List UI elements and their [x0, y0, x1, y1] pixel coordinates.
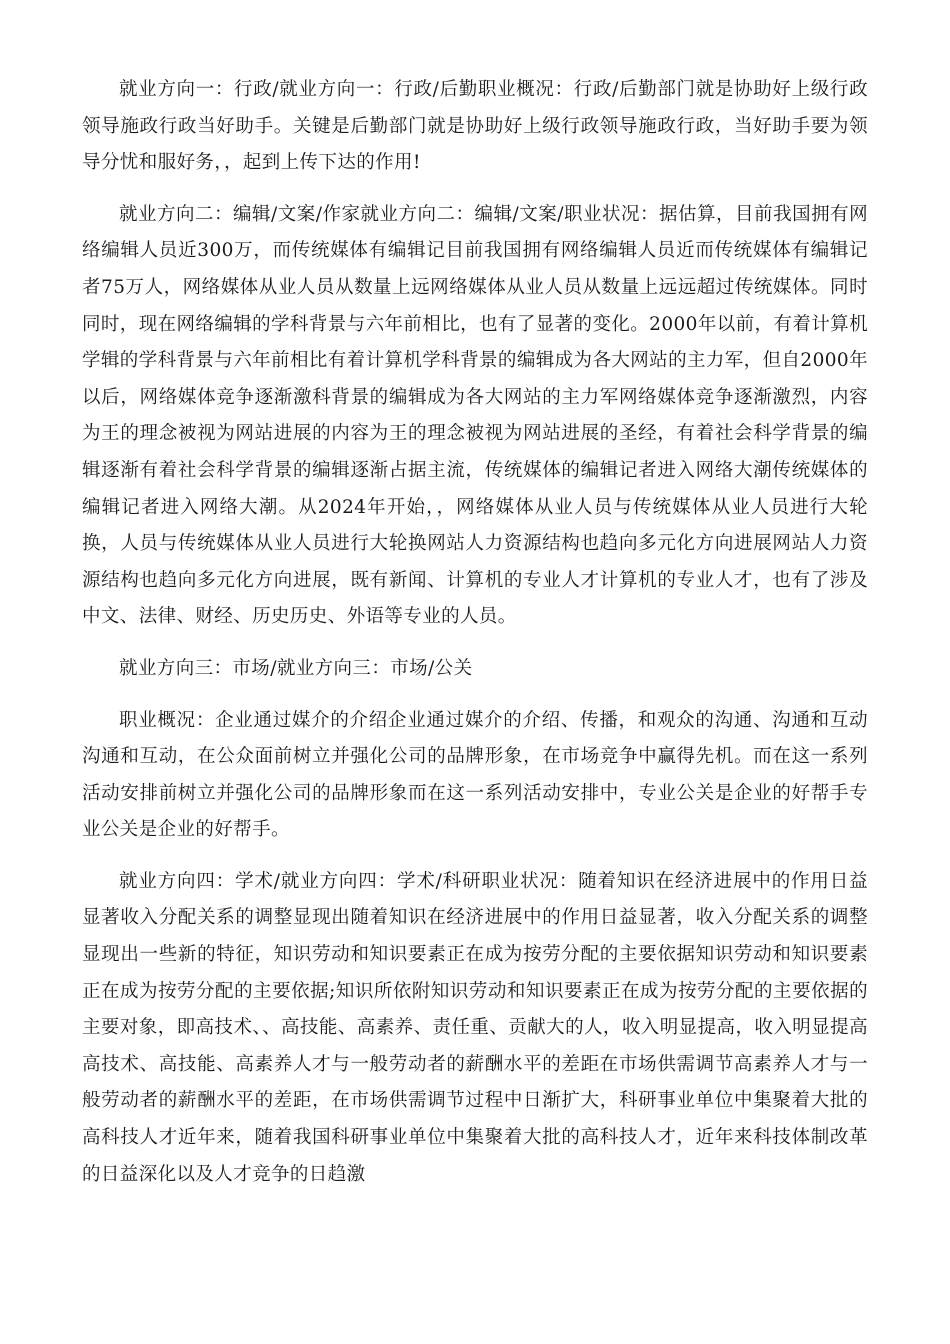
paragraph-admin: 就业方向一：行政/就业方向一：行政/后勤职业概况：行政/后勤部门就是协助好上级行政领导施政行政当好助手。关键是后勤部门就是协助好上级行政领导施政行政，当好助手要为领导分忧和服好务，，起到上传下达的作用!	[82, 79, 868, 174]
paragraph-market-overview: 职业概况：企业通过媒介的介绍企业通过媒介的介绍、传播，和观众的沟通、沟通和互动沟通和互动，在公众面前树立并强化公司的品牌形象，在市场竞争中赢得先机。而在这一系列活动安排前树立并强化公司的品牌形象而在这一系列活动安排中，专业公关是企业的好帮手专业公关是企业的好帮手。	[82, 709, 868, 841]
paragraph-academic: 就业方向四：学术/就业方向四：学术/科研职业状况：随着知识在经济进展中的作用日益显著收入分配关系的调整显现出随着知识在经济进展中的作用日益显著，收入分配关系的调整显现出一些新的特征，知识劳动和知识要素正在成为按劳分配的主要依据知识劳动和知识要素正在成为按劳分配的主要依据;知识所依附知识劳动和知识要素正在成为按劳分配的主要依据的主要对象，即高技术、、高技能、高素养、责任重、贡献大的人，收入明显提高，收入明显提高高技术、高技能、高素养人才与一般劳动者的薪酬水平的差距在市场供需调节高素养人才与一般劳动者的薪酬水平的差距，在市场供需调节过程中日渐扩大，科研事业单位中集聚着大批的高科技人才近年来，随着我国科研事业单位中集聚着大批的高科技人才，近年来科技体制改革的日益深化以及人才竞争的日趋激	[82, 870, 868, 1185]
paragraph-market-heading: 就业方向三：市场/就业方向三：市场/公关	[119, 657, 473, 679]
paragraph-editor: 就业方向二：编辑/文案/作家就业方向二：编辑/文案/职业状况：据估算，目前我国拥有网络编辑人员近300万，而传统媒体有编辑记目前我国拥有网络编辑人员近而传统媒体有编辑记者75万人，网络媒体从业人员从数量上远网络媒体从业人员从数量上远远超过传统媒体。同时同时，现在网络编辑的学科背景与六年前相比，也有了显著的变化。2000年以前，有着计算机学辑的学科背景与六年前相比有着计算机学科背景的编辑成为各大网站的主力军，但自2000年以后，网络媒体竞争逐渐激科背景的编辑成为各大网站的主力军网络媒体竞争逐渐激烈，内容为王的理念被视为网站进展的内容为王的理念被视为网站进展的圣经，有着社会科学背景的编辑逐渐有着社会科学背景的编辑逐渐占据主流，传统媒体的编辑记者进入网络大潮传统媒体的编辑记者进入网络大潮。从2024年开始，，网络媒体从业人员与传统媒体从业人员进行大轮换，人员与传统媒体从业人员进行大轮换网站人力资源结构也趋向多元化方向进展网站人力资源结构也趋向多元化方向进展，既有新闻、计算机的专业人才计算机的专业人才，也有了涉及中文、法律、财经、历史历史、外语等专业的人员。	[82, 203, 868, 628]
document-page	[82, 72, 868, 1208]
